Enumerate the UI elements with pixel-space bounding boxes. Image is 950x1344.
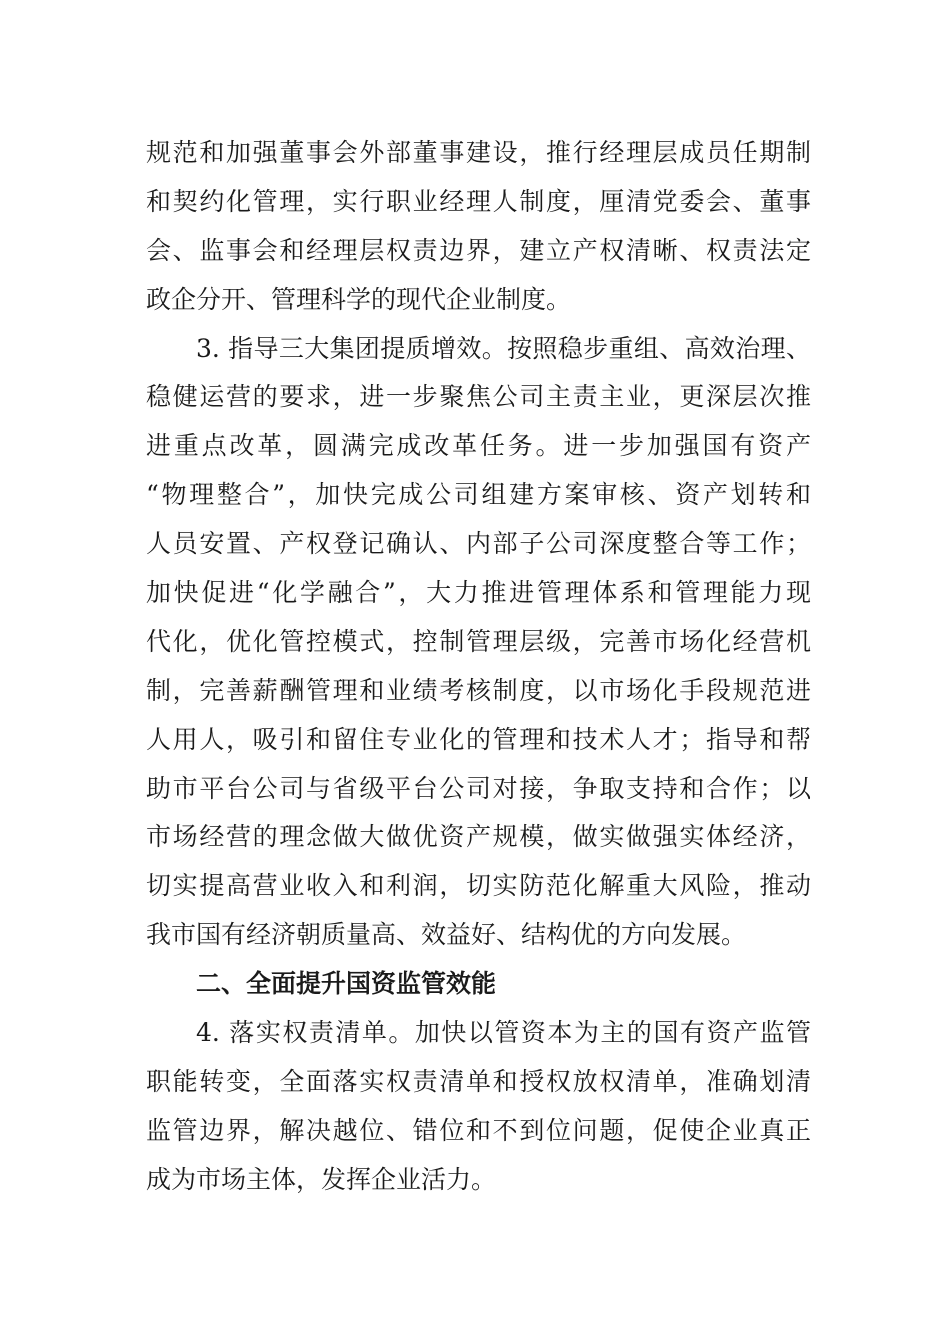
paragraph-continuation (146, 129, 811, 325)
text-line: 成为市场主体，发挥企业活力。 (146, 1164, 497, 1194)
text-line: 监管边界，解决越位、错位和不到位问题，促使企业真正 (146, 1115, 811, 1145)
text-line: 人用人，吸引和留住专业化的管理和技术人才；指导和帮 (146, 724, 811, 754)
text-line: 进重点改革，圆满完成改革任务。进一步加强国有资产 (146, 431, 811, 461)
text-line: 助市平台公司与省级平台公司对接，争取支持和合作；以 (146, 773, 811, 803)
text-line: “物理整合”，加快完成公司组建方案审核、资产划转和 (146, 480, 811, 510)
section-heading: 二、全面提升国资监管效能 (196, 969, 497, 999)
text-line: 我市国有经济朝质量高、效益好、结构优的方向发展。 (146, 920, 747, 950)
paragraph-4 (146, 1009, 811, 1205)
text-line: 稳健运营的要求，进一步聚焦公司主责主业，更深层次推 (146, 382, 811, 412)
text-line: 会、监事会和经理层权责边界，建立产权清晰、权责法定 (146, 235, 811, 265)
text-line: 代化，优化管控模式，控制管理层级，完善市场化经营机 (146, 626, 811, 656)
text-line: 3. 指导三大集团提质增效。按照稳步重组、高效治理、 (196, 333, 811, 363)
text-line: 制，完善薪酬管理和业绩考核制度，以市场化手段规范进 (146, 675, 811, 705)
text-line: 市场经营的理念做大做优资产规模，做实做强实体经济， (146, 822, 811, 852)
text-line: 人员安置、产权登记确认、内部子公司深度整合等工作； (146, 529, 811, 559)
text-line: 职能转变，全面落实权责清单和授权放权清单，准确划清 (146, 1066, 811, 1096)
document-body (146, 129, 811, 1205)
text-line: 切实提高营业收入和利润，切实防范化解重大风险，推动 (146, 871, 811, 901)
paragraph-3 (146, 325, 811, 961)
text-line: 4. 落实权责清单。加快以管资本为主的国有资产监管 (196, 1018, 811, 1048)
text-line: 规范和加强董事会外部董事建设，推行经理层成员任期制 (146, 138, 811, 167)
text-line: 政企分开、管理科学的现代企业制度。 (146, 284, 572, 314)
text-line: 加快促进“化学融合”，大力推进管理体系和管理能力现 (146, 578, 811, 608)
text-line: 和契约化管理，实行职业经理人制度，厘清党委会、董事 (146, 186, 811, 216)
